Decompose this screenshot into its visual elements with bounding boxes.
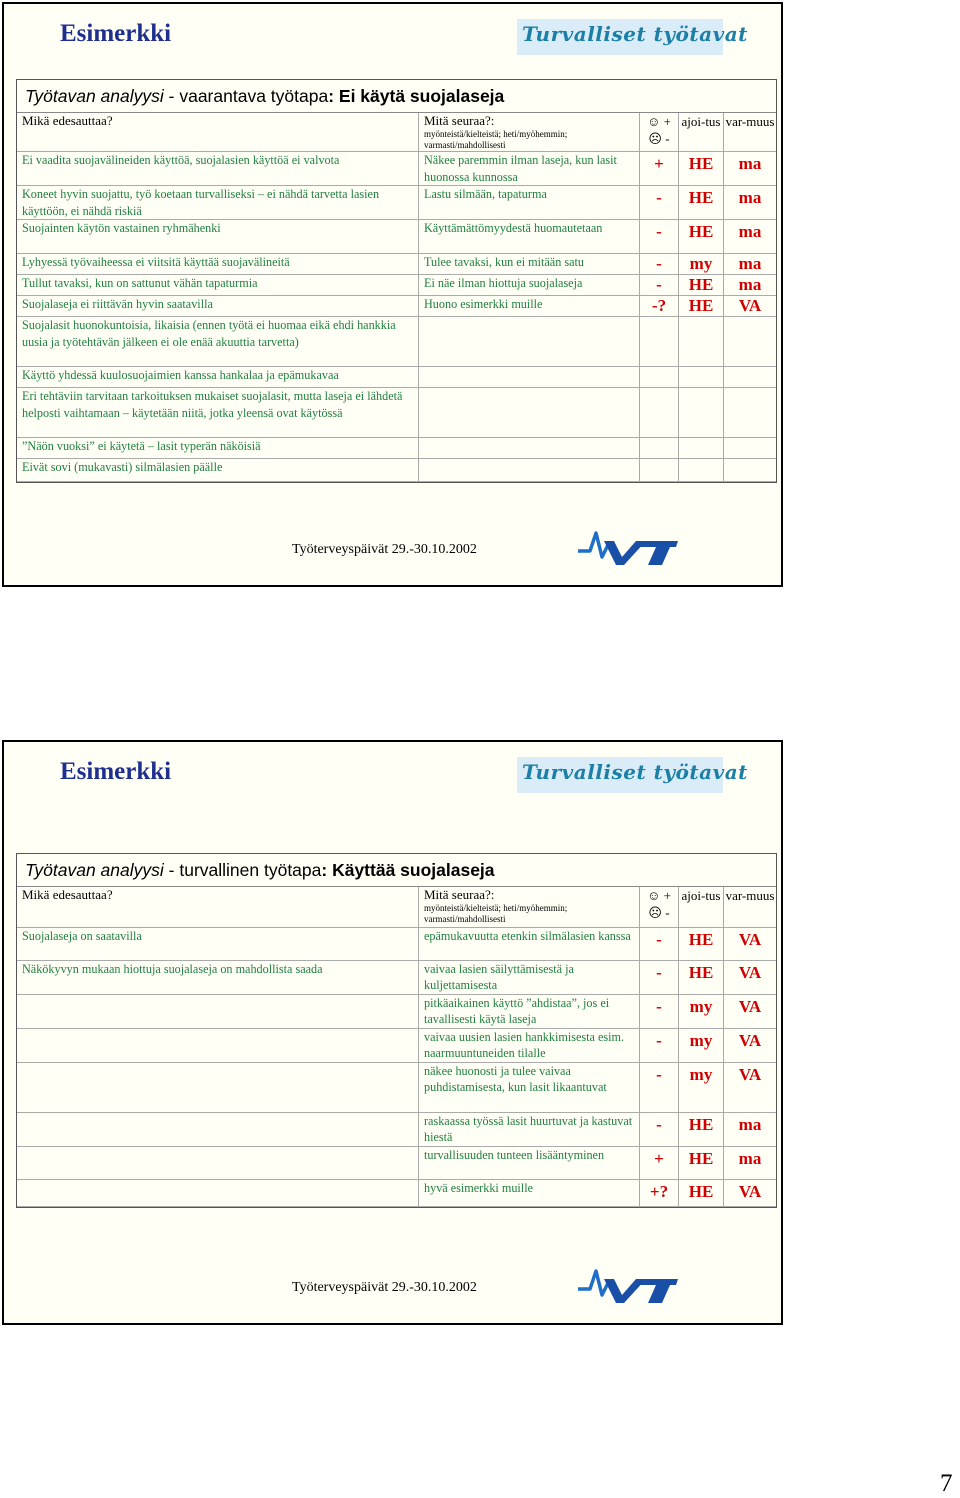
table-row [17,367,776,388]
cause-cell: ”Näön vuoksi” ei käytetä – lasit typerän näköisiä [17,438,419,459]
sign-cell: + [640,1146,679,1179]
table-row [17,220,776,254]
analysis-grid [17,113,776,482]
sign-cell [640,317,679,367]
sign-cell: - [640,186,679,220]
cause-cell: Näkökyvyn mukaan hiottuja suojalaseja on mahdollista saada [17,960,419,994]
consequence-cell [419,317,640,367]
table-row [17,1112,776,1146]
sign-cell [640,367,679,388]
cause-cell [17,1028,419,1062]
cause-cell: Tullut tavaksi, kun on sattunut vähän tapaturmia [17,275,419,296]
sign-cell: -? [640,296,679,317]
certainty-cell: VA [724,1062,777,1112]
analysis-table [16,79,777,483]
consequence-cell: Tulee tavaksi, kun ei mitään satu [419,254,640,275]
table-row [17,296,776,317]
sign-cell: - [640,960,679,994]
table-row [17,1146,776,1179]
certainty-cell: ma [724,254,777,275]
header-row [17,887,776,927]
header-consequence: Mitä seuraa?: myönteistä/kielteistä; heti/myöhemmin; varmasti/mahdollisesti [419,887,640,927]
sign-cell: - [640,1028,679,1062]
cause-cell: Eri tehtäviin tarvitaan tarkoituksen mukaiset suojalasit, mutta laseja ei lähdetä helposti vaihtamaan – käytetään niitä, jotka yleensä ovat käytössä [17,388,419,438]
table-row [17,1179,776,1206]
header-timing: ajoi-tus [679,113,724,152]
header-timing: ajoi-tus [679,887,724,927]
sign-cell: - [640,220,679,254]
cause-cell [17,1179,419,1206]
timing-cell: HE [679,1146,724,1179]
timing-cell [679,459,724,482]
timing-cell [679,438,724,459]
table-row [17,960,776,994]
analysis-grid [17,887,776,1207]
certainty-cell: VA [724,1179,777,1206]
timing-cell [679,388,724,438]
cause-cell: Lyhyessä työvaiheessa ei viitsitä käyttää suojavälineitä [17,254,419,275]
cause-cell: Eivät sovi (mukavasti) silmälasien päälle [17,459,419,482]
sign-cell: - [640,254,679,275]
consequence-cell: Ei näe ilman hiottuja suojalaseja [419,275,640,296]
sign-cell: +? [640,1179,679,1206]
header-sign: ☺ + ☹ - [640,113,679,152]
certainty-cell [724,367,777,388]
certainty-cell: ma [724,220,777,254]
certainty-cell: VA [724,296,777,317]
table-row [17,254,776,275]
consequence-cell [419,438,640,459]
header-cause: Mikä edesauttaa? [17,887,419,927]
logo-text: Turvalliset työtavat [522,22,748,46]
consequence-cell [419,459,640,482]
timing-cell: HE [679,186,724,220]
sign-cell: - [640,1112,679,1146]
turvalliset-tyotavat-logo [517,19,748,55]
consequence-cell [419,367,640,388]
slide-title: Esimerkki [60,20,172,47]
logo-text: Turvalliset työtavat [522,760,748,784]
page-number: 7 [940,1470,953,1497]
consequence-cell [419,388,640,438]
certainty-cell: ma [724,1112,777,1146]
table-title: Työtavan analyysi - turvallinen työtapa: Käyttää suojalaseja [17,854,776,887]
timing-cell [679,317,724,367]
table-row [17,459,776,482]
timing-cell: HE [679,960,724,994]
footer-text: Työterveyspäivät 29.-30.10.2002 [292,542,477,557]
certainty-cell: VA [724,1028,777,1062]
slide-2 [2,740,783,1325]
consequence-cell: hyvä esimerkki muille [419,1179,640,1206]
timing-cell: HE [679,1112,724,1146]
table-row [17,927,776,960]
certainty-cell [724,388,777,438]
cause-cell: Suojalaseja ei riittävän hyvin saatavilla [17,296,419,317]
timing-cell: my [679,1062,724,1112]
header-row [17,113,776,152]
certainty-cell: ma [724,152,777,186]
table-row [17,1062,776,1112]
certainty-cell: ma [724,1146,777,1179]
table-row [17,275,776,296]
table-row [17,1028,776,1062]
cause-cell [17,1146,419,1179]
cause-cell [17,1062,419,1112]
certainty-cell [724,438,777,459]
certainty-cell: VA [724,960,777,994]
sign-cell [640,388,679,438]
certainty-cell [724,459,777,482]
cause-cell: Suojalasit huonokuntoisia, likaisia (ennen työtä ei huomaa eikä ehdi hankkia uusia ja työtehtävän jälkeen ei ole enää akuuttia tarvetta) [17,317,419,367]
certainty-cell: ma [724,186,777,220]
cause-cell: Suojainten käytön vastainen ryhmähenki [17,220,419,254]
consequence-cell: pitkäaikainen käyttö ”ahdistaa”, jos ei tavallisesti käytä laseja [419,994,640,1028]
table-row [17,994,776,1028]
cause-cell: Suojalaseja on saatavilla [17,927,419,960]
consequence-cell: Näkee paremmin ilman laseja, kun lasit huonossa kunnossa [419,152,640,186]
timing-cell: HE [679,927,724,960]
cause-cell: Käyttö yhdessä kuulosuojaimien kanssa hankalaa ja epämukavaa [17,367,419,388]
consequence-cell: Käyttämättömyydestä huomautetaan [419,220,640,254]
consequence-cell: Lastu silmään, tapaturma [419,186,640,220]
timing-cell: my [679,254,724,275]
sign-cell: - [640,275,679,296]
sign-cell: + [640,152,679,186]
table-row [17,186,776,220]
timing-cell: HE [679,220,724,254]
header-certainty: var-muus [724,887,777,927]
consequence-cell: vaivaa uusien lasien hankkimisesta esim. naarmuuntuneiden tilalle [419,1028,640,1062]
table-row [17,152,776,186]
cause-cell [17,1112,419,1146]
timing-cell: HE [679,1179,724,1206]
table-row [17,388,776,438]
header-certainty: var-muus [724,113,777,152]
header-consequence: Mitä seuraa?: myönteistä/kielteistä; heti/myöhemmin; varmasti/mahdollisesti [419,113,640,152]
turvalliset-tyotavat-logo [517,757,748,793]
timing-cell [679,367,724,388]
table-title: Työtavan analyysi - vaarantava työtapa: Ei käytä suojalaseja [17,80,776,113]
certainty-cell [724,317,777,367]
footer-text: Työterveyspäivät 29.-30.10.2002 [292,1280,477,1295]
cause-cell [17,994,419,1028]
cause-cell: Ei vaadita suojavälineiden käyttöä, suojalasien käyttöä ei valvota [17,152,419,186]
certainty-cell: VA [724,927,777,960]
slide-title: Esimerkki [60,758,172,785]
cause-cell: Koneet hyvin suojattu, työ koetaan turvalliseksi – ei nähdä tarvetta lasien käyttöön, ei nähdä riskiä [17,186,419,220]
certainty-cell: ma [724,275,777,296]
timing-cell: HE [679,152,724,186]
timing-cell: HE [679,296,724,317]
header-sign: ☺ + ☹ - [640,887,679,927]
sign-cell: - [640,927,679,960]
header-cause: Mikä edesauttaa? [17,113,419,152]
consequence-cell: turvallisuuden tunteen lisääntyminen [419,1146,640,1179]
consequence-cell: vaivaa lasien säilyttämisestä ja kuljettamisesta [419,960,640,994]
sign-cell [640,438,679,459]
timing-cell: my [679,994,724,1028]
analysis-table [16,853,777,1208]
timing-cell: my [679,1028,724,1062]
consequence-cell: Huono esimerkki muille [419,296,640,317]
sign-cell: - [640,994,679,1028]
table-row [17,438,776,459]
timing-cell: HE [679,275,724,296]
consequence-cell: näkee huonosti ja tulee vaivaa puhdistamisesta, kun lasit likaantuvat [419,1062,640,1112]
table-row [17,317,776,367]
sign-cell: - [640,1062,679,1112]
consequence-cell: raskaassa työssä lasit huurtuvat ja kastuvat hiestä [419,1112,640,1146]
vtt-logo [576,529,680,574]
vtt-logo [576,1267,680,1312]
sign-cell [640,459,679,482]
certainty-cell: VA [724,994,777,1028]
slide-1 [2,2,783,587]
consequence-cell: epämukavuutta etenkin silmälasien kanssa [419,927,640,960]
